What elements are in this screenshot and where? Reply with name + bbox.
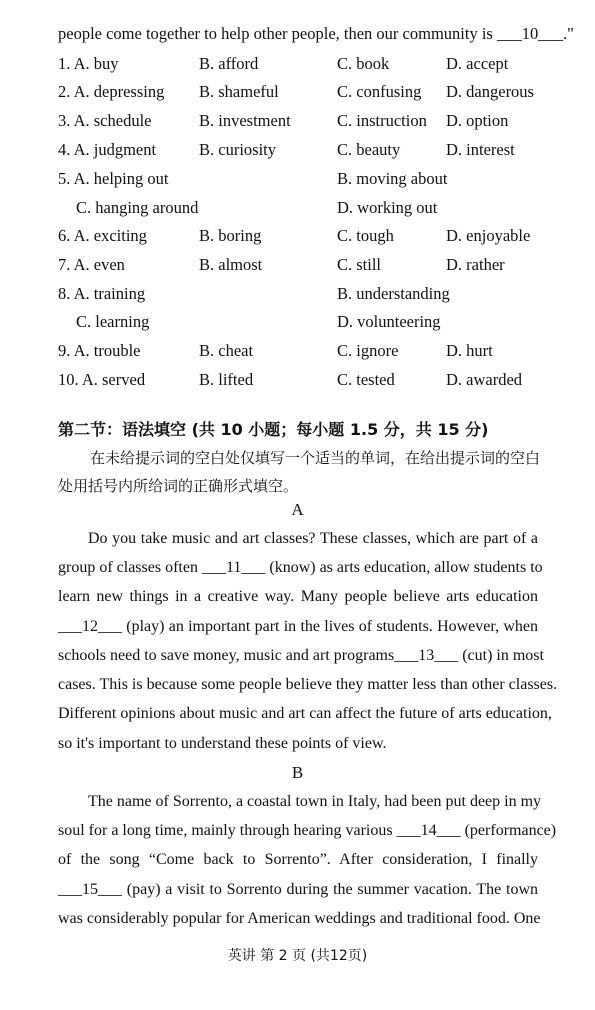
option-a: 9. A. trouble (58, 341, 141, 360)
option-a: 4. A. judgment (58, 140, 157, 159)
passage-line: learn new things in a creative way. Many people believe arts education (58, 588, 538, 605)
option-a: 10. A. served (58, 370, 146, 389)
option-d: D. hurt (446, 341, 493, 360)
option-b: B. lifted (199, 370, 254, 389)
option-a: 1. A. buy (58, 54, 119, 73)
option-row-5a (58, 169, 548, 191)
option-b: B. investment (199, 111, 291, 130)
passage-line: Do you take music and art classes? These classes, which are part of a (88, 530, 538, 547)
option-b: B. shameful (199, 82, 279, 101)
option-d: D. volunteering (337, 312, 441, 331)
option-a: 8. A. training (58, 284, 146, 303)
option-row-2 (58, 82, 548, 104)
passage-b-heading: B (291, 763, 304, 782)
option-c: C. book (337, 54, 390, 73)
option-c: C. tough (337, 226, 394, 245)
option-b: B. afford (199, 54, 259, 73)
option-a: 7. A. even (58, 255, 125, 274)
option-b: B. boring (199, 226, 262, 245)
passage-line: of the song “Come back to Sorrento”. After consideration, I finally (58, 851, 538, 868)
option-c: C. beauty (337, 140, 401, 159)
passage-line: so it's important to understand these points of view. (58, 735, 387, 752)
option-c: C. hanging around (76, 198, 199, 217)
option-b: B. curiosity (199, 140, 276, 159)
option-d: D. awarded (446, 370, 523, 389)
option-d: D. option (446, 111, 509, 130)
option-a: 6. A. exciting (58, 226, 147, 245)
option-a: 2. A. depressing (58, 82, 165, 101)
option-c: C. tested (337, 370, 395, 389)
option-row-8b (58, 312, 548, 334)
option-row-1 (58, 54, 548, 76)
option-c: C. ignore (337, 341, 399, 360)
passage-line: ___12___ (play) an important part in the lives of students. However, when (58, 618, 538, 635)
option-a: 5. A. helping out (58, 169, 169, 188)
option-b: B. moving about (337, 169, 448, 188)
option-b: B. cheat (199, 341, 254, 360)
page-footer: 英讲 第 2 页 (共12页) (227, 948, 368, 964)
option-row-5b (58, 198, 548, 220)
option-d: D. enjoyable (446, 226, 531, 245)
instruction-line-2: 处用括号内所给词的正确形式填空。 (58, 477, 299, 495)
option-row-6 (58, 226, 548, 248)
passage-line: cases. This is because some people believe they matter less than other classes. (58, 676, 558, 693)
passage-line: was considerably popular for American weddings and traditional food. One (58, 910, 541, 927)
option-row-3 (58, 111, 548, 133)
option-d: D. rather (446, 255, 505, 274)
option-row-7 (58, 255, 548, 277)
intro-line: people come together to help other people, then our community is ___10___." (58, 24, 574, 43)
passage-line: Different opinions about music and art can affect the future of arts education, (58, 705, 552, 722)
passage-line: soul for a long time, mainly through hearing various ___14___ (performance) (58, 822, 557, 839)
option-d: D. accept (446, 54, 509, 73)
option-d: D. working out (337, 198, 438, 217)
option-b: B. almost (199, 255, 263, 274)
option-c: C. instruction (337, 111, 427, 130)
passage-a-heading: A (291, 500, 304, 519)
option-row-10 (58, 370, 548, 392)
option-c: C. learning (76, 312, 150, 331)
option-c: C. still (337, 255, 382, 274)
passage-line: The name of Sorrento, a coastal town in Italy, had been put deep in my (88, 793, 542, 810)
option-a: 3. A. schedule (58, 111, 152, 130)
instruction-line-1: 在未给提示词的空白处仅填写一个适当的单词，在给出提示词的空白 (90, 449, 541, 467)
option-row-8a (58, 284, 548, 306)
passage-line: ___15___ (pay) a visit to Sorrento during the summer vacation. The town (58, 881, 538, 898)
option-d: D. dangerous (446, 82, 534, 101)
option-row-4 (58, 140, 548, 162)
section-title: 第二节：语法填空 (共 10 小题；每小题 1.5 分，共 15 分) (58, 420, 489, 439)
passage-line: schools need to save money, music and art programs___13___ (cut) in most (58, 647, 544, 664)
passage-line: group of classes often ___11___ (know) as arts education, allow students to (58, 559, 543, 576)
option-d: D. interest (446, 140, 515, 159)
option-b: B. understanding (337, 284, 450, 303)
option-row-9 (58, 341, 548, 363)
option-c: C. confusing (337, 82, 422, 101)
